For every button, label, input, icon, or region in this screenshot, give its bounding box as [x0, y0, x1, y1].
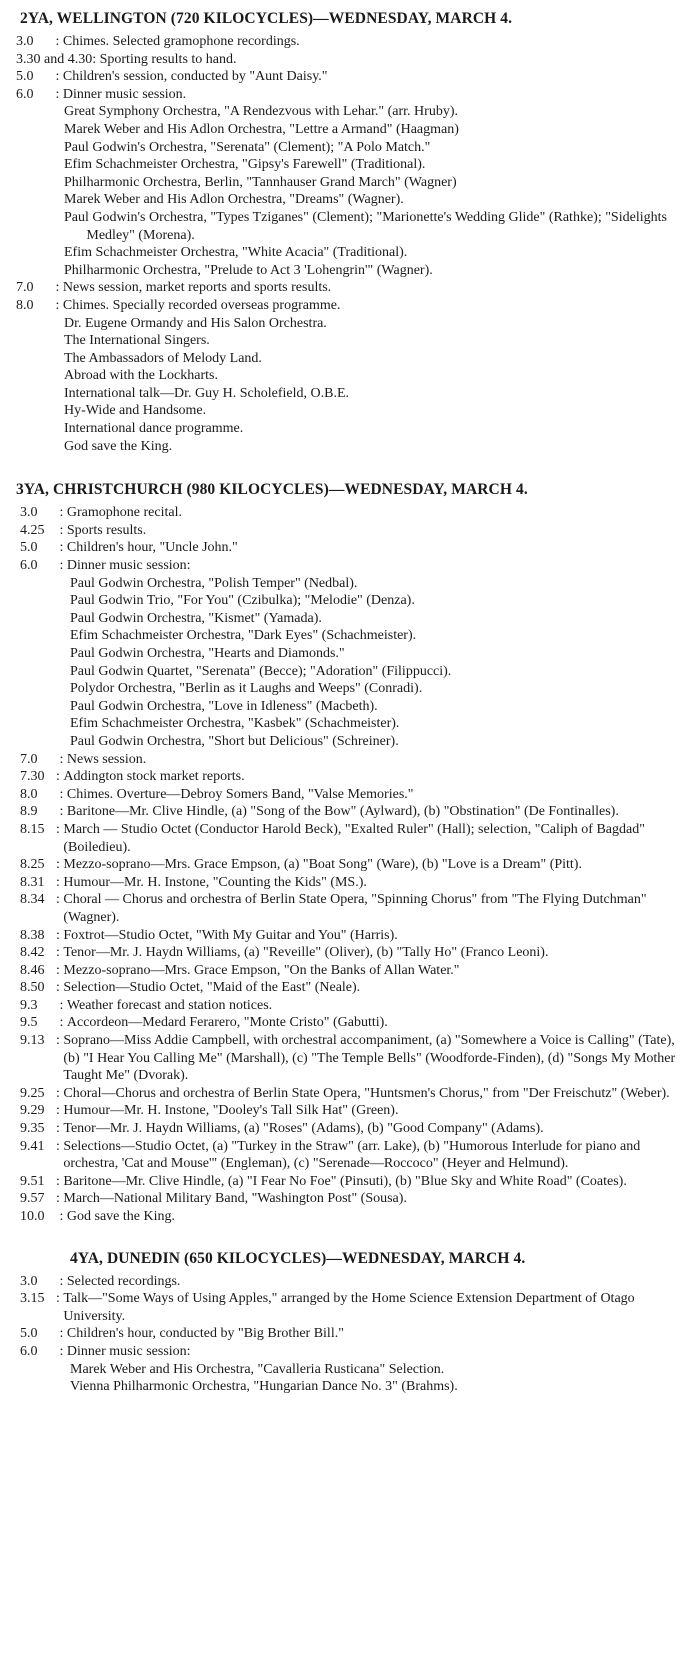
entry-text: Selected recordings.: [66, 1273, 181, 1289]
schedule-entry: 3.0 : Chimes. Selected gramophone recordings.: [16, 33, 692, 51]
entry-time: 8.46: [20, 962, 45, 978]
entry-text: Dinner music session:: [66, 558, 191, 574]
schedule-entry: 8.25 : Mezzo-soprano—Mrs. Grace Empson, (a) "Boat Song" (Ware), (b) "Love is a Dream" (Pitt).: [20, 856, 692, 874]
schedule-entry: 3.30 and 4.30 : Sporting results to hand.: [16, 51, 692, 69]
section-gap: [16, 455, 692, 479]
entry-text: Accordeon—Medard Ferarero, "Monte Cristo" (Gabutti).: [66, 1015, 388, 1031]
dinner-music-list: [70, 575, 692, 751]
evening-programme-list: [64, 315, 692, 456]
schedule-entry: 7.30 : Addington stock market reports.: [20, 768, 692, 786]
entry-text: Children's hour, "Uncle John.": [66, 540, 238, 556]
entry-text: Baritone—Mr. Clive Hindle, (a) "I Fear No Foe" (Pinsuti), (b) "Blue Sky and White Road" (Coates).: [63, 1173, 627, 1189]
entry-text: Humour—Mr. H. Instone, "Counting the Kids" (MS.).: [63, 874, 367, 890]
schedule-entry: 3.0 : Selected recordings.: [20, 1273, 692, 1291]
schedule-list: [16, 33, 692, 103]
schedule-entry: 5.0 : Children's session, conducted by "Aunt Daisy.": [16, 68, 692, 86]
entry-time: 8.42: [20, 945, 45, 961]
station-heading: 3YA, CHRISTCHURCH (980 KILOCYCLES)—WEDNESDAY, MARCH 4.: [16, 481, 528, 499]
schedule-entry: 8.38 : Foxtrot—Studio Octet, "With My Guitar and You" (Harris).: [20, 927, 692, 945]
entry-time: 8.0: [16, 297, 34, 313]
schedule-list: [20, 1273, 692, 1361]
schedule-entry: 9.29 : Humour—Mr. H. Instone, "Dooley's Tall Silk Hat" (Green).: [20, 1102, 692, 1120]
list-item: God save the King.: [64, 438, 173, 454]
entry-time: 8.25: [20, 857, 45, 873]
schedule-entry: 8.50 : Selection—Studio Octet, "Maid of the East" (Neale).: [20, 979, 692, 997]
list-item: Marek Weber and His Adlon Orchestra, "Dreams" (Wagner).: [64, 192, 404, 208]
station-3ya: [16, 479, 692, 1225]
entry-time: 8.15: [20, 821, 45, 837]
entry-time: 4.25: [20, 522, 45, 538]
entry-time: 7.30: [20, 769, 45, 785]
entry-text: Choral — Chorus and orchestra of Berlin State Opera, "Spinning Chorus" from "The Flying Dutchman" (Wagner).: [63, 892, 647, 925]
list-item: Efim Schachmeister Orchestra, "Kasbek" (Schachmeister).: [70, 716, 400, 732]
entry-time: 7.0: [16, 280, 34, 296]
list-item: Philharmonic Orchestra, Berlin, "Tannhauser Grand March" (Wagner): [64, 174, 457, 190]
entry-text: Tenor—Mr. J. Haydn Williams, (a) "Reveille" (Oliver), (b) "Tally Ho" (Franco Leoni).: [63, 945, 549, 961]
schedule-entry: 5.0 : Children's hour, conducted by "Big Brother Bill.": [20, 1325, 692, 1343]
list-item: Paul Godwin Trio, "For You" (Czibulka); "Melodie" (Denza).: [70, 593, 415, 609]
dinner-music-list: [64, 103, 692, 279]
entry-text: Mezzo-soprano—Mrs. Grace Empson, "On the Banks of Allan Water.": [63, 962, 460, 978]
entry-text: Chimes. Overture—Debroy Somers Band, "Valse Memories.": [66, 786, 414, 802]
entry-time: 9.41: [20, 1138, 45, 1154]
entry-text: Dinner music session:: [66, 1343, 191, 1359]
entry-text: Foxtrot—Studio Octet, "With My Guitar and You" (Harris).: [63, 927, 398, 943]
section-gap: [16, 1226, 692, 1248]
list-item: Paul Godwin Orchestra, "Love in Idleness" (Macbeth).: [70, 698, 378, 714]
list-item: Paul Godwin Orchestra, "Polish Temper" (Nedbal).: [70, 575, 358, 591]
schedule-entry: 9.35 : Tenor—Mr. J. Haydn Williams, (a) "Roses" (Adams), (b) "Good Company" (Adams).: [20, 1120, 692, 1138]
entry-time: 6.0: [16, 86, 34, 102]
schedule-entry: 8.0 : Chimes. Overture—Debroy Somers Band, "Valse Memories.": [20, 786, 692, 804]
list-item: Hy-Wide and Handsome.: [64, 403, 207, 419]
entry-text: Gramophone recital.: [66, 505, 182, 521]
schedule-entry: 3.15 : Talk—"Some Ways of Using Apples," arranged by the Home Science Extension Department of Otago University.: [20, 1290, 692, 1325]
station-heading: 2YA, WELLINGTON (720 KILOCYCLES)—WEDNESDAY, MARCH 4.: [20, 10, 513, 27]
schedule-entry: 6.0 : Dinner music session:: [20, 557, 692, 575]
entry-text: God save the King.: [66, 1209, 175, 1224]
schedule-entry: 4.25 : Sports results.: [20, 522, 692, 540]
schedule-entry: 9.25 : Choral—Chorus and orchestra of Berlin State Opera, "Huntsmen's Chorus," from "Der Freischutz" (Weber).: [20, 1085, 692, 1103]
entry-text: Chimes. Specially recorded overseas programme.: [62, 297, 341, 313]
list-item: Polydor Orchestra, "Berlin as it Laughs and Weeps" (Conradi).: [70, 681, 423, 697]
entry-time: 8.38: [20, 927, 45, 943]
schedule-list: [20, 751, 692, 1226]
entry-text: March — Studio Octet (Conductor Harold Beck), "Exalted Ruler" (Hall); selection, "Caliph of Bagdad" (Boiledieu).: [63, 821, 645, 855]
entry-text: Baritone—Mr. Clive Hindle, (a) "Song of the Bow" (Aylward), (b) "Obstination" (De Fontinalles).: [66, 804, 619, 820]
schedule-entry: 8.31 : Humour—Mr. H. Instone, "Counting the Kids" (MS.).: [20, 874, 692, 892]
entry-text: Mezzo-soprano—Mrs. Grace Empson, (a) "Boat Song" (Ware), (b) "Love is a Dream" (Pitt).: [63, 857, 582, 873]
list-item: Efim Schachmeister Orchestra, "Gipsy's Farewell" (Traditional).: [64, 157, 426, 173]
list-item: Efim Schachmeister Orchestra, "White Acacia" (Traditional).: [64, 245, 408, 261]
entry-time: 3.0: [16, 34, 34, 49]
schedule-entry: 8.34 : Choral — Chorus and orchestra of Berlin State Opera, "Spinning Chorus" from "The Flying Dutchman" (Wagner).: [20, 891, 692, 926]
list-item: Paul Godwin Quartet, "Serenata" (Becce); "Adoration" (Filippucci).: [70, 663, 452, 679]
entry-time: 9.25: [20, 1085, 45, 1101]
schedule-entry: 7.0 : News session.: [20, 751, 692, 769]
entry-time: 6.0: [20, 1343, 38, 1359]
schedule-entry: 9.41 : Selections—Studio Octet, (a) "Turkey in the Straw" (arr. Lake), (b) "Humorous Interlude for piano and orchestra, 'Cat and Mouse'" (Engleman), (c) "Serenade—Roccoco" (Heyer and Helmund).: [20, 1138, 692, 1173]
entry-text: Sports results.: [66, 522, 147, 538]
list-item: Abroad with the Lockharts.: [64, 368, 218, 384]
station-2ya: [16, 8, 692, 455]
schedule-entry: 6.0 : Dinner music session:: [20, 1343, 692, 1361]
entry-time: 8.50: [20, 980, 45, 996]
entry-text: Soprano—Miss Addie Campbell, with orchestral accompaniment, (a) "Somewhere a Voice is Calling" (Tate), (b) "I Hear You Calling Me" (Marshall), (c) "The Temple Bells" (Woodforde-Finden), (d) "Songs My Mother Taught Me" (Dvorak).: [63, 1033, 676, 1084]
entry-time: 3.0: [20, 1273, 38, 1289]
list-item: The Ambassadors of Melody Land.: [64, 350, 262, 366]
entry-text: News session.: [66, 751, 147, 767]
schedule-entry: 3.0 : Gramophone recital.: [20, 504, 692, 522]
list-item: Philharmonic Orchestra, "Prelude to Act 3 'Lohengrin'" (Wagner).: [64, 262, 433, 278]
entry-time: 8.34: [20, 892, 45, 908]
entry-time: 9.51: [20, 1173, 45, 1189]
schedule-entry: 5.0 : Children's hour, "Uncle John.": [20, 539, 692, 557]
entry-text: Addington stock market reports.: [63, 769, 245, 785]
entry-text: Children's session, conducted by "Aunt Daisy.": [62, 69, 328, 85]
list-item: Paul Godwin Orchestra, "Hearts and Diamonds.": [70, 646, 345, 661]
entry-time: 8.0: [20, 786, 38, 802]
entry-text: Tenor—Mr. J. Haydn Williams, (a) "Roses" (Adams), (b) "Good Company" (Adams).: [63, 1121, 544, 1137]
entry-time: 3.0: [20, 505, 38, 521]
schedule-entry: 9.51 : Baritone—Mr. Clive Hindle, (a) "I Fear No Foe" (Pinsuti), (b) "Blue Sky and White Road" (Coates).: [20, 1173, 692, 1191]
list-item: Paul Godwin Orchestra, "Kismet" (Yamada).: [70, 610, 322, 626]
list-item: Paul Godwin Orchestra, "Short but Delicious" (Schreiner).: [70, 733, 399, 749]
station-4ya: [16, 1248, 692, 1396]
entry-text: Talk—"Some Ways of Using Apples," arranged by the Home Science Extension Department of Otago University.: [63, 1291, 635, 1324]
list-item: Dr. Eugene Ormandy and His Salon Orchestra.: [64, 315, 327, 331]
entry-text: March—National Military Band, "Washington Post" (Sousa).: [63, 1191, 407, 1207]
schedule-entry: 10.0 : God save the King.: [20, 1208, 692, 1226]
list-item: Paul Godwin's Orchestra, "Serenata" (Clement); "A Polo Match.": [64, 139, 431, 155]
entry-time: 8.31: [20, 874, 45, 890]
schedule-list: [16, 279, 692, 314]
dinner-music-list: [70, 1361, 692, 1396]
entry-text: Weather forecast and station notices.: [66, 997, 273, 1013]
schedule-entry: 7.0 : News session, market reports and sports results.: [16, 279, 692, 297]
entry-text: Humour—Mr. H. Instone, "Dooley's Tall Silk Hat" (Green).: [63, 1103, 399, 1119]
entry-time: 3.30 and 4.30: [16, 51, 93, 67]
entry-time: 5.0: [20, 540, 38, 556]
entry-text: Choral—Chorus and orchestra of Berlin State Opera, "Huntsmen's Chorus," from "Der Freischutz" (Weber).: [63, 1085, 670, 1101]
schedule-entry: 8.15 : March — Studio Octet (Conductor Harold Beck), "Exalted Ruler" (Hall); selection, "Caliph of Bagdad" (Boiledieu).: [20, 821, 692, 856]
schedule-entry: 8.42 : Tenor—Mr. J. Haydn Williams, (a) "Reveille" (Oliver), (b) "Tally Ho" (Franco Leoni).: [20, 944, 692, 962]
schedule-entry: 8.46 : Mezzo-soprano—Mrs. Grace Empson, "On the Banks of Allan Water.": [20, 962, 692, 980]
entry-time: 7.0: [20, 751, 38, 767]
entry-time: 5.0: [20, 1326, 38, 1342]
list-item: Great Symphony Orchestra, "A Rendezvous with Lehar." (arr. Hruby).: [64, 104, 458, 120]
list-item: Vienna Philharmonic Orchestra, "Hungarian Dance No. 3" (Brahms).: [70, 1379, 458, 1395]
entry-time: 9.57: [20, 1191, 45, 1207]
schedule-entry: 6.0 : Dinner music session.: [16, 86, 692, 104]
entry-text: Children's hour, conducted by "Big Brother Bill.": [66, 1326, 344, 1342]
list-item: Marek Weber and His Orchestra, "Cavalleria Rusticana" Selection.: [70, 1361, 445, 1377]
entry-time: 9.13: [20, 1033, 45, 1049]
entry-time: 3.15: [20, 1291, 45, 1307]
entry-time: 8.9: [20, 804, 38, 820]
schedule-entry: 9.57 : March—National Military Band, "Washington Post" (Sousa).: [20, 1190, 692, 1208]
schedule-entry: 9.13 : Soprano—Miss Addie Campbell, with orchestral accompaniment, (a) "Somewhere a Voice is Calling" (Tate), (b) "I Hear You Calling Me" (Marshall), (c) "The Temple Bells" (Woodforde-Finden), (d) "Songs My Mother Taught Me" (Dvorak).: [20, 1032, 692, 1085]
list-item: Efim Schachmeister Orchestra, "Dark Eyes" (Schachmeister).: [70, 628, 417, 644]
entry-text: Selection—Studio Octet, "Maid of the East" (Neale).: [63, 980, 361, 996]
schedule-list: [20, 504, 692, 574]
entry-text: Dinner music session.: [62, 86, 187, 102]
list-item: Marek Weber and His Adlon Orchestra, "Lettre a Armand" (Haagman): [64, 121, 459, 137]
entry-text: News session, market reports and sports results.: [62, 280, 332, 296]
entry-time: 9.35: [20, 1121, 45, 1137]
entry-time: 9.5: [20, 1015, 38, 1031]
entry-text: Selections—Studio Octet, (a) "Turkey in the Straw" (arr. Lake), (b) "Humorous Interlude for piano and orchestra, 'Cat and Mouse'" (Engleman), (c) "Serenade—Roccoco" (Heyer and Helmund).: [63, 1138, 641, 1172]
list-item: International talk—Dr. Guy H. Scholefield, O.B.E.: [64, 385, 349, 401]
station-heading: 4YA, DUNEDIN (650 KILOCYCLES)—WEDNESDAY, MARCH 4.: [70, 1249, 526, 1267]
schedule-entry: 8.9 : Baritone—Mr. Clive Hindle, (a) "Song of the Bow" (Aylward), (b) "Obstination" (De Fontinalles).: [20, 803, 692, 821]
entry-text: Sporting results to hand.: [99, 51, 237, 67]
list-item: The International Singers.: [64, 333, 210, 349]
schedule-entry: 9.3 : Weather forecast and station notices.: [20, 997, 692, 1015]
schedule-entry: 8.0 : Chimes. Specially recorded overseas programme.: [16, 297, 692, 315]
entry-text: Chimes. Selected gramophone recordings.: [62, 34, 300, 49]
entry-time: 10.0: [20, 1209, 45, 1224]
schedule-entry: 9.5 : Accordeon—Medard Ferarero, "Monte Cristo" (Gabutti).: [20, 1014, 692, 1032]
entry-time: 5.0: [16, 69, 34, 85]
entry-time: 9.29: [20, 1103, 45, 1119]
list-item: International dance programme.: [64, 421, 244, 437]
entry-time: 9.3: [20, 997, 38, 1013]
list-item: Paul Godwin's Orchestra, "Types Tziganes" (Clement); "Marionette's Wedding Glide" (Rathke); "Sidelights Medley" (Morena).: [64, 209, 667, 243]
entry-time: 6.0: [20, 558, 38, 574]
